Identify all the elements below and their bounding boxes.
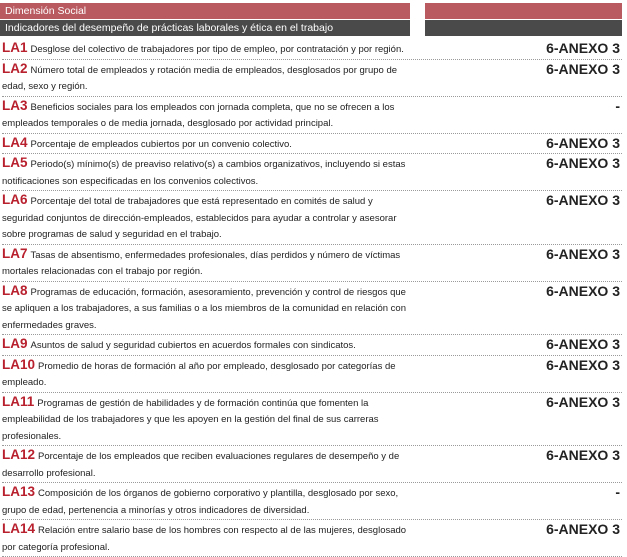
indicator-text: Desglose del colectivo de trabajadores por tipo de empleo, por contratación y por región. xyxy=(30,44,404,55)
indicator-description xyxy=(2,282,412,335)
indicator-text: Porcentaje de los empleados que reciben evaluaciones regulares de desempeño y de desarrollo profesional. xyxy=(2,451,400,479)
indicator-code: LA3 xyxy=(2,97,28,113)
indicator-reference: 6-ANEXO 3 xyxy=(546,155,620,171)
indicator-text: Porcentaje de empleados cubiertos por un convenio colectivo. xyxy=(30,138,292,150)
reference-column-subheader xyxy=(425,20,622,36)
indicator-reference: 6-ANEXO 3 xyxy=(546,521,620,537)
indicator-code: LA14 xyxy=(2,521,36,536)
indicator-reference: - xyxy=(615,97,620,114)
indicator-text: Beneficios sociales para los empleados con jornada completa, que no se ofrecen a los empleados temporales o de media jornada, desglosado por actividad principal. xyxy=(2,101,395,129)
section-header: Dimensión Social xyxy=(0,3,410,19)
indicator-description xyxy=(2,191,412,244)
indicator-row xyxy=(2,154,622,191)
indicator-code: LA5 xyxy=(2,155,28,170)
indicator-reference: 6-ANEXO 3 xyxy=(546,447,620,463)
indicator-code: LA9 xyxy=(2,336,28,351)
indicator-code: LA6 xyxy=(2,192,28,207)
indicator-description xyxy=(2,60,412,96)
indicator-text: Composición de los órganos de gobierno corporativo y plantilla, desglosado por sexo, grupo de edad, pertenencia a minorías y otros indicadores de diversidad. xyxy=(2,488,399,516)
indicator-reference: 6-ANEXO 3 xyxy=(546,245,620,262)
indicator-code: LA4 xyxy=(2,134,28,150)
indicator-reference: 6-ANEXO 3 xyxy=(546,336,620,352)
indicator-reference: 6-ANEXO 3 xyxy=(546,40,620,56)
indicator-row xyxy=(2,60,622,97)
indicator-row xyxy=(2,335,622,356)
indicator-description xyxy=(2,39,412,59)
indicator-text: Asuntos de salud y seguridad cubiertos en acuerdos formales con sindicatos. xyxy=(30,340,356,351)
indicator-text: Número total de empleados y rotación media de empleados, desglosados por grupo de edad, sexo y región. xyxy=(2,64,398,92)
indicator-reference: 6-ANEXO 3 xyxy=(546,356,620,373)
indicator-reference: 6-ANEXO 3 xyxy=(546,60,620,77)
indicator-text: Relación entre salario base de los hombres con respecto al de las mujeres, desglosado por categoría profesional. xyxy=(2,525,407,553)
indicator-row xyxy=(2,245,622,282)
indicator-row xyxy=(2,39,622,60)
indicator-row xyxy=(2,446,622,483)
indicator-text: Porcentaje del total de trabajadores que está representado en comités de salud y seguridad conjuntos de dirección-empleados, establecidos para ayudar a controlar y asesorar sobre programas de salud y seguridad en el trabajo. xyxy=(2,196,397,240)
indicator-reference: - xyxy=(615,484,620,500)
indicator-code: LA10 xyxy=(2,356,36,372)
indicator-text: Tasas de absentismo, enfermedades profesionales, días perdidos y número de víctimas mortales relacionadas con el trabajo por región. xyxy=(2,249,401,277)
indicator-text: Programas de educación, formación, asesoramiento, prevención y control de riesgos que se apliquen a los trabajadores, a sus familias o a los miembros de la comunidad en relación con enfermedades graves. xyxy=(2,286,406,331)
indicator-row xyxy=(2,97,622,134)
indicator-code: LA1 xyxy=(2,40,28,55)
indicator-description xyxy=(2,393,412,446)
indicator-reference: 6-ANEXO 3 xyxy=(546,192,620,208)
indicator-code: LA13 xyxy=(2,484,36,499)
indicator-code: LA7 xyxy=(2,245,28,261)
indicator-row xyxy=(2,134,622,155)
indicator-code: LA2 xyxy=(2,60,28,76)
indicator-description xyxy=(2,134,412,154)
reference-column-header xyxy=(425,3,622,19)
indicator-text: Promedio de horas de formación al año por empleado, desglosado por categorías de empleado. xyxy=(2,360,396,388)
indicator-row xyxy=(2,393,622,447)
indicator-description xyxy=(2,335,412,355)
indicator-row xyxy=(2,282,622,336)
indicator-reference: 6-ANEXO 3 xyxy=(546,134,620,151)
indicator-description xyxy=(2,520,412,556)
indicator-code: LA12 xyxy=(2,447,36,462)
indicator-description xyxy=(2,446,412,482)
indicator-code: LA8 xyxy=(2,282,28,298)
indicator-row xyxy=(2,483,622,520)
indicator-row xyxy=(2,191,622,245)
indicator-description xyxy=(2,97,412,133)
indicator-description xyxy=(2,245,412,281)
indicator-code: LA11 xyxy=(2,393,35,409)
indicator-reference: 6-ANEXO 3 xyxy=(546,282,620,299)
indicator-description xyxy=(2,356,412,392)
indicator-row xyxy=(2,520,622,557)
indicator-list xyxy=(2,39,622,557)
indicator-reference: 6-ANEXO 3 xyxy=(546,393,620,410)
indicator-text: Periodo(s) mínimo(s) de preaviso relativo(s) a cambios organizativos, incluyendo si estas notificaciones son especificadas en los convenios colectivos. xyxy=(2,159,406,187)
subsection-header: Indicadores del desempeño de prácticas laborales y ética en el trabajo xyxy=(0,20,410,36)
indicator-row xyxy=(2,356,622,393)
indicator-text: Programas de gestión de habilidades y de formación continúa que fomenten la empleabilidad de los trabajadores y que les apoyen en la gestión del final de sus carreras profesionales. xyxy=(2,397,379,442)
indicator-description xyxy=(2,154,412,190)
